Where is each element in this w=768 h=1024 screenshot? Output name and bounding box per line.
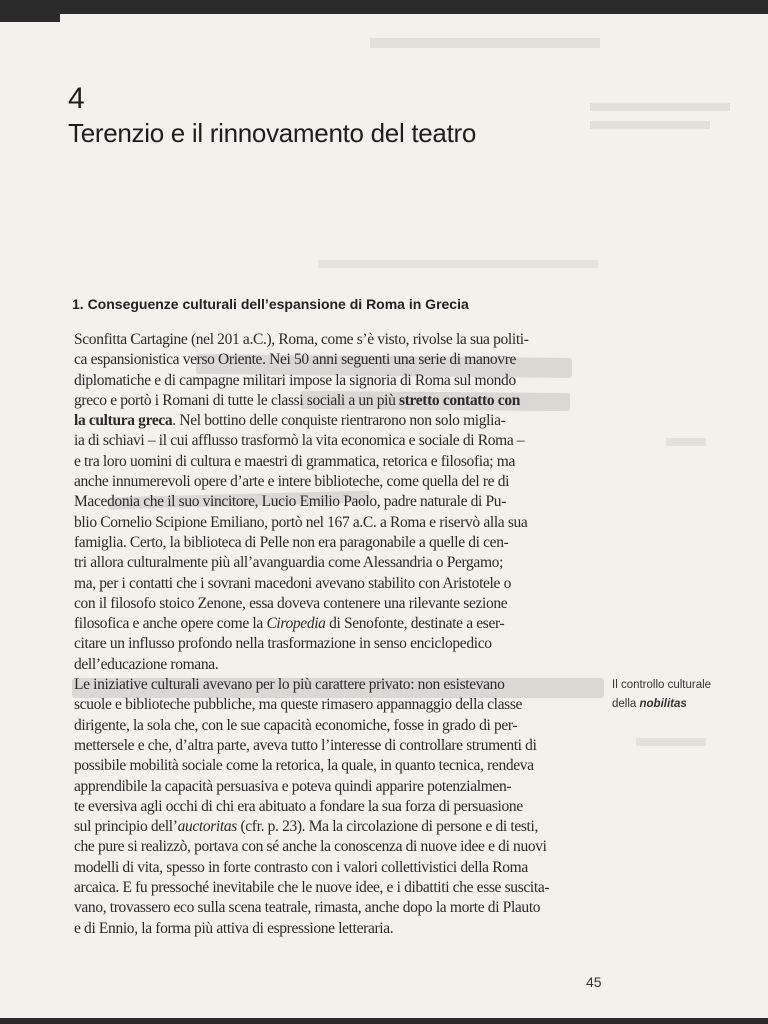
body-line [74, 452, 604, 472]
text-segment: vano, trovassero eco sulla scena teatrale, rimasta, anche dopo la morte di Plauto [74, 899, 541, 917]
margin-note-italic: nobilitas [639, 698, 687, 710]
body-line [74, 655, 604, 675]
text-segment: arcaica. E fu pressoché inevitabile che le nuove idee, e i dibattiti che esse suscita- [74, 879, 550, 897]
text-segment: (cfr. p. 23). Ma la circolazione di persone e di testi, [236, 818, 538, 836]
chapter-number: 4 [68, 82, 85, 115]
body-line [74, 350, 604, 370]
text-segment: apprendibile la capacità persuasiva e poteva quindi apparire potenzialmen- [74, 777, 512, 795]
body-line [74, 797, 604, 817]
body-line [74, 817, 604, 837]
italic-text: Ciropedia [266, 615, 326, 633]
text-segment: e tra loro uomini di cultura e maestri di grammatica, retorica e filosofia; ma [74, 452, 515, 470]
section-title: 1. Conseguenze culturali dell’espansione di Roma in Grecia [72, 296, 469, 312]
body-line [74, 756, 604, 776]
body-line [74, 614, 604, 634]
text-segment: ma, per i contatti che i sovrani macedoni avevano stabilito con Aristotele o [74, 574, 511, 592]
text-segment: scuole e biblioteche pubbliche, ma queste rimasero appannaggio della classe [74, 696, 523, 714]
text-segment: famiglia. Certo, la biblioteca di Pelle non era paragonabile a quelle di cen- [74, 533, 509, 551]
bleed-through-header [370, 38, 600, 48]
scan-bottom-border [0, 1018, 768, 1024]
body-line [74, 736, 604, 756]
body-line [74, 858, 604, 878]
margin-note-line: Il controllo culturale [612, 679, 712, 691]
bleed-through-margin [590, 95, 750, 139]
text-segment: te eversiva agli occhi di chi era abituato a fondare la sua forza di persuasione [74, 797, 523, 815]
body-line [74, 594, 604, 614]
text-segment: con il filosofo stoico Zenone, essa doveva contenere una rilevante sezione [74, 594, 508, 612]
text-segment: dirigente, la sola che, con le sue capacità economiche, fosse in grado di per- [74, 716, 518, 734]
text-segment: Macedonia che il suo vincitore, Lucio Emilio Paolo, padre naturale di Pu- [74, 493, 507, 511]
body-line [74, 411, 604, 431]
body-line [74, 716, 604, 736]
bold-text: la cultura greca [74, 412, 173, 430]
body-line [74, 837, 604, 857]
text-segment: tri allora culturalmente più all’avanguardia come Alessandria o Pergamo; [74, 554, 504, 572]
body-line [74, 898, 604, 918]
page-number: 45 [586, 974, 602, 990]
bleed-through-mark-2 [636, 738, 706, 746]
body-line [74, 391, 604, 411]
body-line [74, 553, 604, 573]
text-segment: ca espansionistica verso Oriente. Nei 50 anni seguenti una serie di manovre [74, 351, 517, 369]
text-segment: anche innumerevoli opere d’arte e intere biblioteche, come quella del re di [74, 473, 510, 491]
text-segment: greco e portò i Romani di tutte le classi sociali a un più [74, 391, 400, 409]
text-segment: diplomatiche e di campagne militari impose la signoria di Roma sul mondo [74, 371, 516, 389]
body-line [74, 574, 604, 594]
bleed-through-line [318, 260, 598, 268]
body-line [74, 919, 604, 939]
text-segment: che pure si realizzò, portava con sé anche la conoscenza di nuove idee e di nuovi [74, 838, 547, 856]
text-segment: ia di schiavi – il cui afflusso trasformò la vita economica e sociale di Roma – [74, 432, 525, 450]
chapter-title: Terenzio e il rinnovamento del teatro [68, 118, 477, 148]
body-line [74, 695, 604, 715]
text-segment: blio Cornelio Scipione Emiliano, portò nel 167 a.C. a Roma e riservò alla sua [74, 513, 528, 531]
text-segment: di Senofonte, destinate a eser- [325, 615, 505, 633]
margin-note-prefix: della [612, 698, 640, 710]
scan-top-corner [0, 0, 60, 22]
text-segment: citare un influsso profondo nella trasformazione in senso enciclopedico [74, 635, 492, 653]
body-line [74, 371, 604, 391]
text-segment: . Nel bottino delle conquiste rientrarono non solo miglia- [172, 412, 506, 430]
text-segment: Le iniziative culturali avevano per lo più carattere privato: non esistevano [74, 676, 505, 694]
body-line [74, 533, 604, 553]
text-segment: Sconfitta Cartagine (nel 201 a.C.), Roma, come s’è visto, rivolse la sua politi- [74, 331, 529, 348]
bold-text: stretto contatto con [399, 391, 520, 409]
body-line [74, 777, 604, 797]
body-line [74, 472, 604, 492]
scan-top-border [0, 0, 768, 14]
margin-note-line [612, 695, 711, 714]
body-line [74, 330, 604, 350]
body-paragraphs [74, 330, 604, 939]
bleed-through-mark [666, 438, 706, 446]
text-segment: mettersele e che, d’altra parte, aveva tutto l’interesse di controllare strumenti di [74, 736, 537, 754]
body-line [74, 634, 604, 654]
margin-note [612, 676, 711, 714]
body-line [74, 492, 604, 512]
body-line [74, 675, 604, 695]
body-line [74, 513, 604, 533]
text-segment: modelli di vita, spesso in forte contrasto con i valori collettivistici della Roma [74, 858, 528, 876]
body-line [74, 878, 604, 898]
text-segment: possibile mobilità sociale come la retorica, la quale, in quanto tecnica, rendeva [74, 757, 534, 775]
body-line [74, 431, 604, 451]
italic-text: auctoritas [177, 818, 237, 836]
text-segment: dell’educazione romana. [74, 655, 219, 673]
text-segment: filosofica e anche opere come la [74, 615, 267, 633]
text-segment: sul principio dell’ [74, 818, 178, 836]
text-segment: e di Ennio, la forma più attiva di espressione letteraria. [74, 919, 394, 937]
